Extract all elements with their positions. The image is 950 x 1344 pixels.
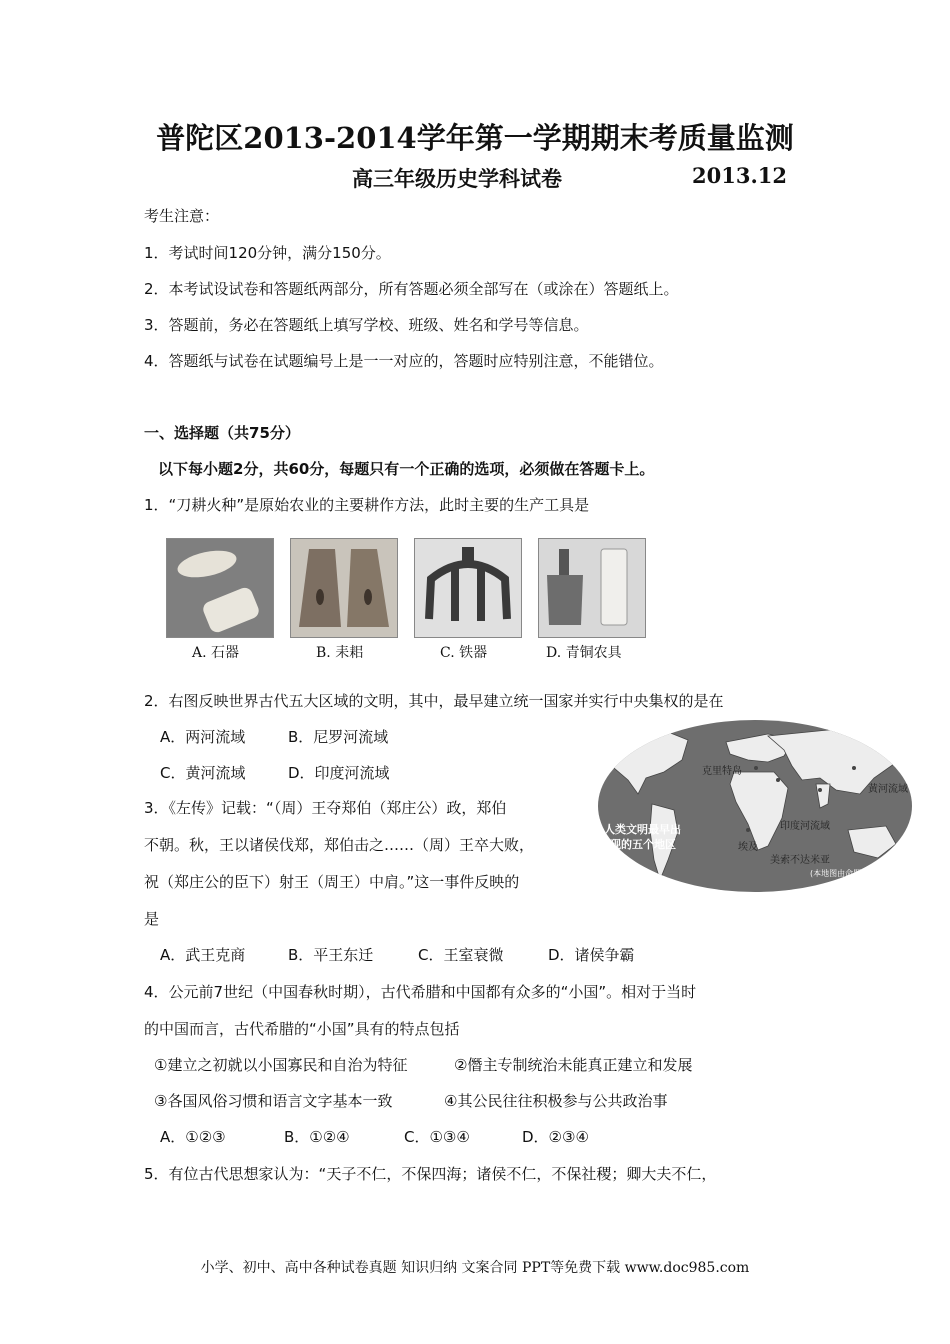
- question-3-line: 3．《左传》记载：“（周）王夺郑伯（郑庄公）政，郑伯: [144, 799, 507, 817]
- notice-heading: 考生注意：: [144, 207, 220, 225]
- question-4-statement: ④其公民往往积极参与公共政治事: [444, 1092, 668, 1110]
- map-label-egypt: 埃及: [738, 842, 758, 853]
- map-label-yellow-river: 黄河流域: [868, 784, 908, 795]
- notice-item: 1．考试时间120分钟，满分150分。: [144, 244, 391, 262]
- option-c-caption: C. 铁器: [440, 645, 488, 661]
- notice-item: 4．答题纸与试卷在试题编号上是一一对应的，答题时应特别注意，不能错位。: [144, 352, 664, 370]
- question-4-option-d: D．②③④: [522, 1128, 589, 1146]
- question-2-stem: 2．右图反映世界古代五大区域的文明，其中，最早建立统一国家并实行中央集权的是在: [144, 692, 724, 710]
- map-title-line2: 现的五个地区: [610, 838, 676, 851]
- question-5-stem: 5．有位古代思想家认为：“天子不仁，不保四海；诸侯不仁，不保社稷；卿大夫不仁，: [144, 1165, 717, 1183]
- exam-date: 2013.12: [692, 163, 787, 188]
- map-label-indus: 印度河流域: [780, 821, 830, 832]
- question-3-option-b: B．平王东迁: [288, 946, 374, 964]
- option-c-iron-tool-photo: [414, 538, 522, 638]
- question-4-statement: ①建立之初就以小国寡民和自治为特征: [154, 1056, 408, 1074]
- question-4-option-b: B．①②④: [284, 1128, 350, 1146]
- exam-title: 普陀区2013-2014学年第一学期期末考质量监测: [156, 121, 794, 155]
- option-b-caption: B. 耒耜: [316, 645, 364, 661]
- question-4-option-c: C．①③④: [404, 1128, 470, 1146]
- question-2-option-c: C．黄河流域: [160, 764, 246, 782]
- question-4-line: 的中国而言，古代希腊的“小国”具有的特点包括: [144, 1020, 460, 1038]
- question-3-line: 祝（郑庄公的臣下）射王（周王）中肩。”这一事件反映的: [144, 873, 520, 891]
- question-3-option-a: A．武王克商: [160, 946, 246, 964]
- question-2-option-a: A．两河流域: [160, 728, 246, 746]
- question-3-line: 是: [144, 910, 160, 928]
- section-instruction: 以下每小题2分，共60分，每题只有一个正确的选项，必须做在答题卡上。: [158, 460, 655, 478]
- question-3-option-c: C．王室衰微: [418, 946, 504, 964]
- question-4-statement: ③各国风俗习惯和语言文字基本一致: [154, 1092, 393, 1110]
- question-2-option-d: D．印度河流域: [288, 764, 390, 782]
- option-a-stone-tool-photo: [166, 538, 274, 638]
- map-title-line1: 人类文明最早出: [604, 823, 681, 836]
- map-credit: (本地图由命题制作): [810, 869, 881, 878]
- notice-item: 2．本考试设试卷和答题纸两部分，所有答题必须全部写在（或涂在）答题纸上。: [144, 280, 679, 298]
- section-heading: 一、选择题（共75分）: [144, 424, 300, 442]
- world-civilizations-map: [598, 720, 912, 892]
- option-a-caption: A. 石器: [192, 645, 240, 661]
- option-d-caption: D. 青铜农具: [546, 645, 622, 661]
- exam-subtitle: 高三年级历史学科试卷: [352, 166, 562, 191]
- question-1-stem: 1．“刀耕火种”是原始农业的主要耕作方法，此时主要的生产工具是: [144, 496, 590, 514]
- question-3-option-d: D．诸侯争霸: [548, 946, 635, 964]
- option-d-bronze-tool-photo: [538, 538, 646, 638]
- question-4-option-a: A．①②③: [160, 1128, 226, 1146]
- question-4-line: 4．公元前7世纪（中国春秋时期），古代希腊和中国都有众多的“小国”。相对于当时: [144, 983, 697, 1001]
- map-label-mesopotamia: 美索不达米亚: [770, 855, 830, 866]
- question-2-option-b: B．尼罗河流域: [288, 728, 389, 746]
- map-label-crete: 克里特岛: [702, 766, 742, 777]
- question-3-line: 不朝。秋，王以诸侯伐郑，郑伯击之……（周）王卒大败，: [144, 836, 535, 854]
- question-4-statement: ②僭主专制统治未能真正建立和发展: [454, 1056, 693, 1074]
- option-b-leisi-photo: [290, 538, 398, 638]
- footer-advert: 小学、初中、高中各种试卷真题 知识归纳 文案合同 PPT等免费下载 www.doc985.com: [200, 1260, 750, 1276]
- notice-item: 3．答题前，务必在答题纸上填写学校、班级、姓名和学号等信息。: [144, 316, 589, 334]
